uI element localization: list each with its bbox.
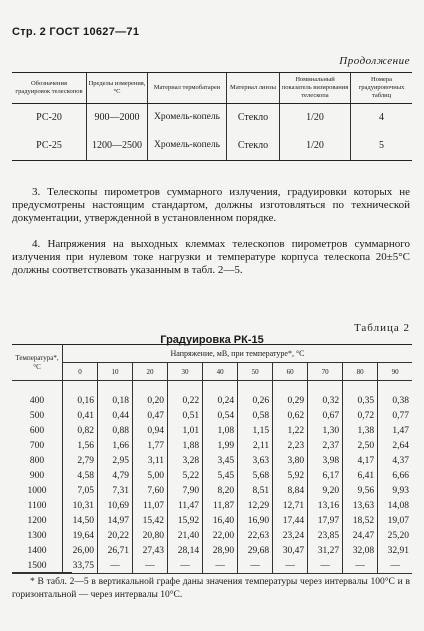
- voltage-cell: 19,07: [387, 515, 409, 526]
- voltage-cell: 1,01: [168, 423, 203, 438]
- voltage-cell: 23,85: [308, 528, 343, 543]
- table-row: [12, 543, 412, 558]
- voltage-cell: 30,47: [273, 543, 308, 558]
- voltage-cell: 3,98: [308, 453, 343, 468]
- voltage-cell: 0,35: [343, 381, 378, 409]
- voltage-cell: 0,58: [238, 408, 273, 423]
- voltage-cell: 2,23: [273, 438, 308, 453]
- table-header-row: [12, 345, 412, 363]
- table-cell: 1/20: [280, 130, 351, 161]
- voltage-cell: 11,07: [133, 498, 168, 513]
- voltage-cell: 17,44: [273, 513, 308, 528]
- voltage-cell: 1,66: [98, 438, 133, 453]
- temperature-cell: 1400: [12, 543, 63, 558]
- voltage-span-header: Напряжение, мВ, при температуре*, °С: [63, 345, 413, 363]
- voltage-cell: 0,32: [308, 381, 343, 409]
- voltage-cell: 20,22: [98, 528, 133, 543]
- temperature-column-header: Температура*, °С: [12, 345, 63, 381]
- voltage-cell: 33,75: [63, 558, 98, 574]
- voltage-cell: —: [133, 558, 168, 574]
- temperature-offset-header: 40: [203, 363, 238, 381]
- voltage-cell: 12,71: [273, 498, 308, 513]
- temperature-cell: 900: [12, 468, 63, 483]
- voltage-cell: 4,37: [392, 455, 409, 466]
- table-row: [12, 483, 412, 498]
- table-cell: Хромель-копель: [148, 130, 227, 161]
- table-title: Градуировка РК-15: [160, 334, 264, 346]
- voltage-cell: 1,08: [203, 423, 238, 438]
- voltage-cell: —: [168, 558, 203, 574]
- voltage-cell: 15,42: [133, 513, 168, 528]
- table-row: [12, 381, 412, 409]
- table-row: [12, 498, 412, 513]
- voltage-cell: 28,90: [203, 543, 238, 558]
- voltage-cell: 2,79: [63, 453, 98, 468]
- voltage-cell: 19,64: [63, 528, 98, 543]
- voltage-cell: 1,15: [238, 423, 273, 438]
- voltage-cell: 26,00: [63, 543, 98, 558]
- column-header: Номера градуировочных таблиц: [351, 73, 413, 104]
- voltage-cell: 0,67: [308, 408, 343, 423]
- voltage-cell: 6,41: [343, 468, 378, 483]
- table-row: [12, 513, 412, 528]
- voltage-cell: 0,38: [392, 395, 409, 406]
- table-cell: 4: [351, 104, 413, 131]
- temperature-cell: 700: [12, 438, 63, 453]
- telescope-table: [12, 72, 412, 161]
- voltage-cell: 0,88: [98, 423, 133, 438]
- voltage-cell: 8,84: [273, 483, 308, 498]
- voltage-cell: 16,40: [203, 513, 238, 528]
- voltage-cell: 8,51: [238, 483, 273, 498]
- voltage-cell: 0,16: [63, 381, 98, 409]
- voltage-cell: 5,92: [273, 468, 308, 483]
- voltage-cell: —: [98, 558, 133, 574]
- voltage-cell: —: [203, 558, 238, 574]
- voltage-cell: 7,05: [63, 483, 98, 498]
- temperature-cell: 600: [12, 423, 63, 438]
- table-cell: 5: [351, 130, 413, 161]
- voltage-cell: 32,08: [343, 543, 378, 558]
- voltage-cell: 2,11: [238, 438, 273, 453]
- table-row: [12, 408, 412, 423]
- voltage-cell: 0,24: [203, 381, 238, 409]
- voltage-cell: 2,37: [308, 438, 343, 453]
- voltage-cell: 0,51: [168, 408, 203, 423]
- temperature-offset-header: 60: [273, 363, 308, 381]
- voltage-cell: 7,90: [168, 483, 203, 498]
- voltage-cell: 14,97: [98, 513, 133, 528]
- voltage-cell: 21,40: [168, 528, 203, 543]
- temperature-cell: 1300: [12, 528, 63, 543]
- voltage-cell: 5,22: [168, 468, 203, 483]
- voltage-cell: 1,77: [133, 438, 168, 453]
- voltage-cell: 31,27: [308, 543, 343, 558]
- voltage-cell: 3,11: [133, 453, 168, 468]
- voltage-cell: —: [378, 558, 412, 574]
- voltage-cell: 0,47: [133, 408, 168, 423]
- voltage-cell: 0,20: [133, 381, 168, 409]
- column-header: Материал термобатареи: [148, 73, 227, 104]
- table-cell: Стекло: [227, 130, 280, 161]
- voltage-cell: 0,44: [98, 408, 133, 423]
- voltage-cell: 3,80: [273, 453, 308, 468]
- table-row: [12, 130, 412, 161]
- table-cell: Стекло: [227, 104, 280, 131]
- voltage-cell: 13,63: [343, 498, 378, 513]
- voltage-cell: 13,16: [308, 498, 343, 513]
- temperature-cell: 1100: [12, 498, 63, 513]
- voltage-cell: 11,87: [203, 498, 238, 513]
- voltage-cell: 10,69: [98, 498, 133, 513]
- voltage-cell: 7,31: [98, 483, 133, 498]
- voltage-cell: 29,68: [238, 543, 273, 558]
- voltage-cell: 4,58: [63, 468, 98, 483]
- voltage-cell: 0,77: [392, 410, 409, 421]
- column-header: Пределы измерения, °С: [87, 73, 148, 104]
- voltage-cell: 17,97: [308, 513, 343, 528]
- voltage-cell: 10,31: [63, 498, 98, 513]
- table-row: [12, 453, 412, 468]
- voltage-cell: —: [308, 558, 343, 574]
- table-number: Таблица 2: [353, 322, 410, 334]
- voltage-cell: 0,72: [343, 408, 378, 423]
- voltage-cell: 2,95: [98, 453, 133, 468]
- footnote-rule: [12, 572, 72, 573]
- voltage-cell: 2,64: [392, 440, 409, 451]
- voltage-cell: 16,90: [238, 513, 273, 528]
- voltage-cell: 0,41: [63, 408, 98, 423]
- voltage-cell: 23,24: [273, 528, 308, 543]
- temperature-offset-header: 20: [133, 363, 168, 381]
- column-header: Номинальный показатель визирования телескопа: [280, 73, 351, 104]
- calibration-table: [12, 344, 412, 574]
- voltage-cell: 3,28: [168, 453, 203, 468]
- page-header: Стр. 2 ГОСТ 10627—71: [12, 26, 140, 38]
- voltage-cell: —: [273, 558, 308, 574]
- temperature-offset-header: 70: [308, 363, 343, 381]
- paragraph-4: 4. Напряжения на выходных клеммах телескопов пирометров суммарного излучения при нулевом токе нагрузки и температуре корпуса телескопа 20±5°С должны соответствовать указанным в табл. 2—5.: [12, 238, 410, 277]
- voltage-cell: 32,91: [387, 545, 409, 556]
- voltage-cell: 24,47: [343, 528, 378, 543]
- table-row: [12, 423, 412, 438]
- footnote: * В табл. 2—5 в вертикальной графе даны значения температуры через интервалы 100°С и в горизонтальной — через интервалы 10°С.: [12, 577, 410, 600]
- temperature-offset-header: 10: [98, 363, 133, 381]
- voltage-cell: 0,18: [98, 381, 133, 409]
- voltage-cell: 26,71: [98, 543, 133, 558]
- voltage-cell: 1,56: [63, 438, 98, 453]
- temperature-offset-header: 90: [378, 363, 412, 381]
- voltage-cell: 7,60: [133, 483, 168, 498]
- temperature-cell: 800: [12, 453, 63, 468]
- table-cell: РС-20: [36, 111, 62, 123]
- voltage-cell: 1,38: [343, 423, 378, 438]
- voltage-cell: 5,45: [203, 468, 238, 483]
- voltage-cell: 1,47: [392, 425, 409, 436]
- voltage-cell: 3,45: [203, 453, 238, 468]
- voltage-cell: 12,29: [238, 498, 273, 513]
- paragraph-3: 3. Телескопы пирометров суммарного излучения, градуировки которых не предусмотрены настоящим стандартом, должны изготовляться по технической документации, утвержденной в установленном порядке.: [12, 186, 410, 225]
- voltage-cell: 22,00: [203, 528, 238, 543]
- voltage-cell: 5,68: [238, 468, 273, 483]
- voltage-cell: 1,99: [203, 438, 238, 453]
- voltage-cell: 3,63: [238, 453, 273, 468]
- voltage-cell: 1,88: [168, 438, 203, 453]
- voltage-cell: 28,14: [168, 543, 203, 558]
- voltage-cell: 0,22: [168, 381, 203, 409]
- voltage-cell: 4,17: [343, 453, 378, 468]
- table-cell: 900—2000: [87, 104, 148, 131]
- voltage-cell: 9,20: [308, 483, 343, 498]
- table-row: [12, 528, 412, 543]
- temperature-cell: 500: [12, 408, 63, 423]
- table-cell: 1/20: [280, 104, 351, 131]
- voltage-cell: 0,82: [63, 423, 98, 438]
- voltage-cell: 8,20: [203, 483, 238, 498]
- voltage-cell: 6,17: [308, 468, 343, 483]
- temperature-cell: 1500: [12, 558, 63, 574]
- temperature-cell: 400: [12, 381, 63, 409]
- table-cell: Хромель-копель: [148, 104, 227, 131]
- voltage-cell: 0,62: [273, 408, 308, 423]
- voltage-cell: 20,80: [133, 528, 168, 543]
- table-row: [12, 558, 412, 574]
- continuation-label: Продолжение: [339, 55, 410, 67]
- voltage-cell: 9,93: [392, 485, 409, 496]
- voltage-cell: 11,47: [168, 498, 203, 513]
- voltage-cell: 22,63: [238, 528, 273, 543]
- temperature-offset-header: 30: [168, 363, 203, 381]
- voltage-cell: —: [238, 558, 273, 574]
- temperature-cell: 1000: [12, 483, 63, 498]
- voltage-cell: 0,29: [273, 381, 308, 409]
- voltage-cell: 14,08: [387, 500, 409, 511]
- voltage-cell: 1,30: [308, 423, 343, 438]
- voltage-cell: 1,22: [273, 423, 308, 438]
- table-row: [12, 104, 412, 131]
- column-header: Обозначения градуировок телескопов: [12, 73, 87, 104]
- table-row: [12, 468, 412, 483]
- table-header-row: [12, 73, 412, 104]
- voltage-cell: 27,43: [133, 543, 168, 558]
- voltage-cell: 6,66: [392, 470, 409, 481]
- voltage-cell: 25,20: [387, 530, 409, 541]
- temperature-offset-header: 80: [343, 363, 378, 381]
- temperature-cell: 1200: [12, 513, 63, 528]
- table-row: [12, 438, 412, 453]
- voltage-cell: 18,52: [343, 513, 378, 528]
- temperature-offset-header: 50: [238, 363, 273, 381]
- voltage-cell: 0,54: [203, 408, 238, 423]
- voltage-cell: 15,92: [168, 513, 203, 528]
- column-header: Материал линзы: [227, 73, 280, 104]
- voltage-cell: 2,50: [343, 438, 378, 453]
- voltage-cell: 0,94: [133, 423, 168, 438]
- voltage-cell: 0,26: [238, 381, 273, 409]
- voltage-cell: 5,00: [133, 468, 168, 483]
- table-cell: 1200—2500: [87, 130, 148, 161]
- voltage-cell: —: [343, 558, 378, 574]
- voltage-cell: 14,50: [63, 513, 98, 528]
- table-subheader-row: [12, 363, 412, 381]
- table-cell: РС-25: [12, 130, 87, 161]
- voltage-cell: 9,56: [343, 483, 378, 498]
- temperature-offset-header: 0: [63, 363, 98, 381]
- voltage-cell: 4,79: [98, 468, 133, 483]
